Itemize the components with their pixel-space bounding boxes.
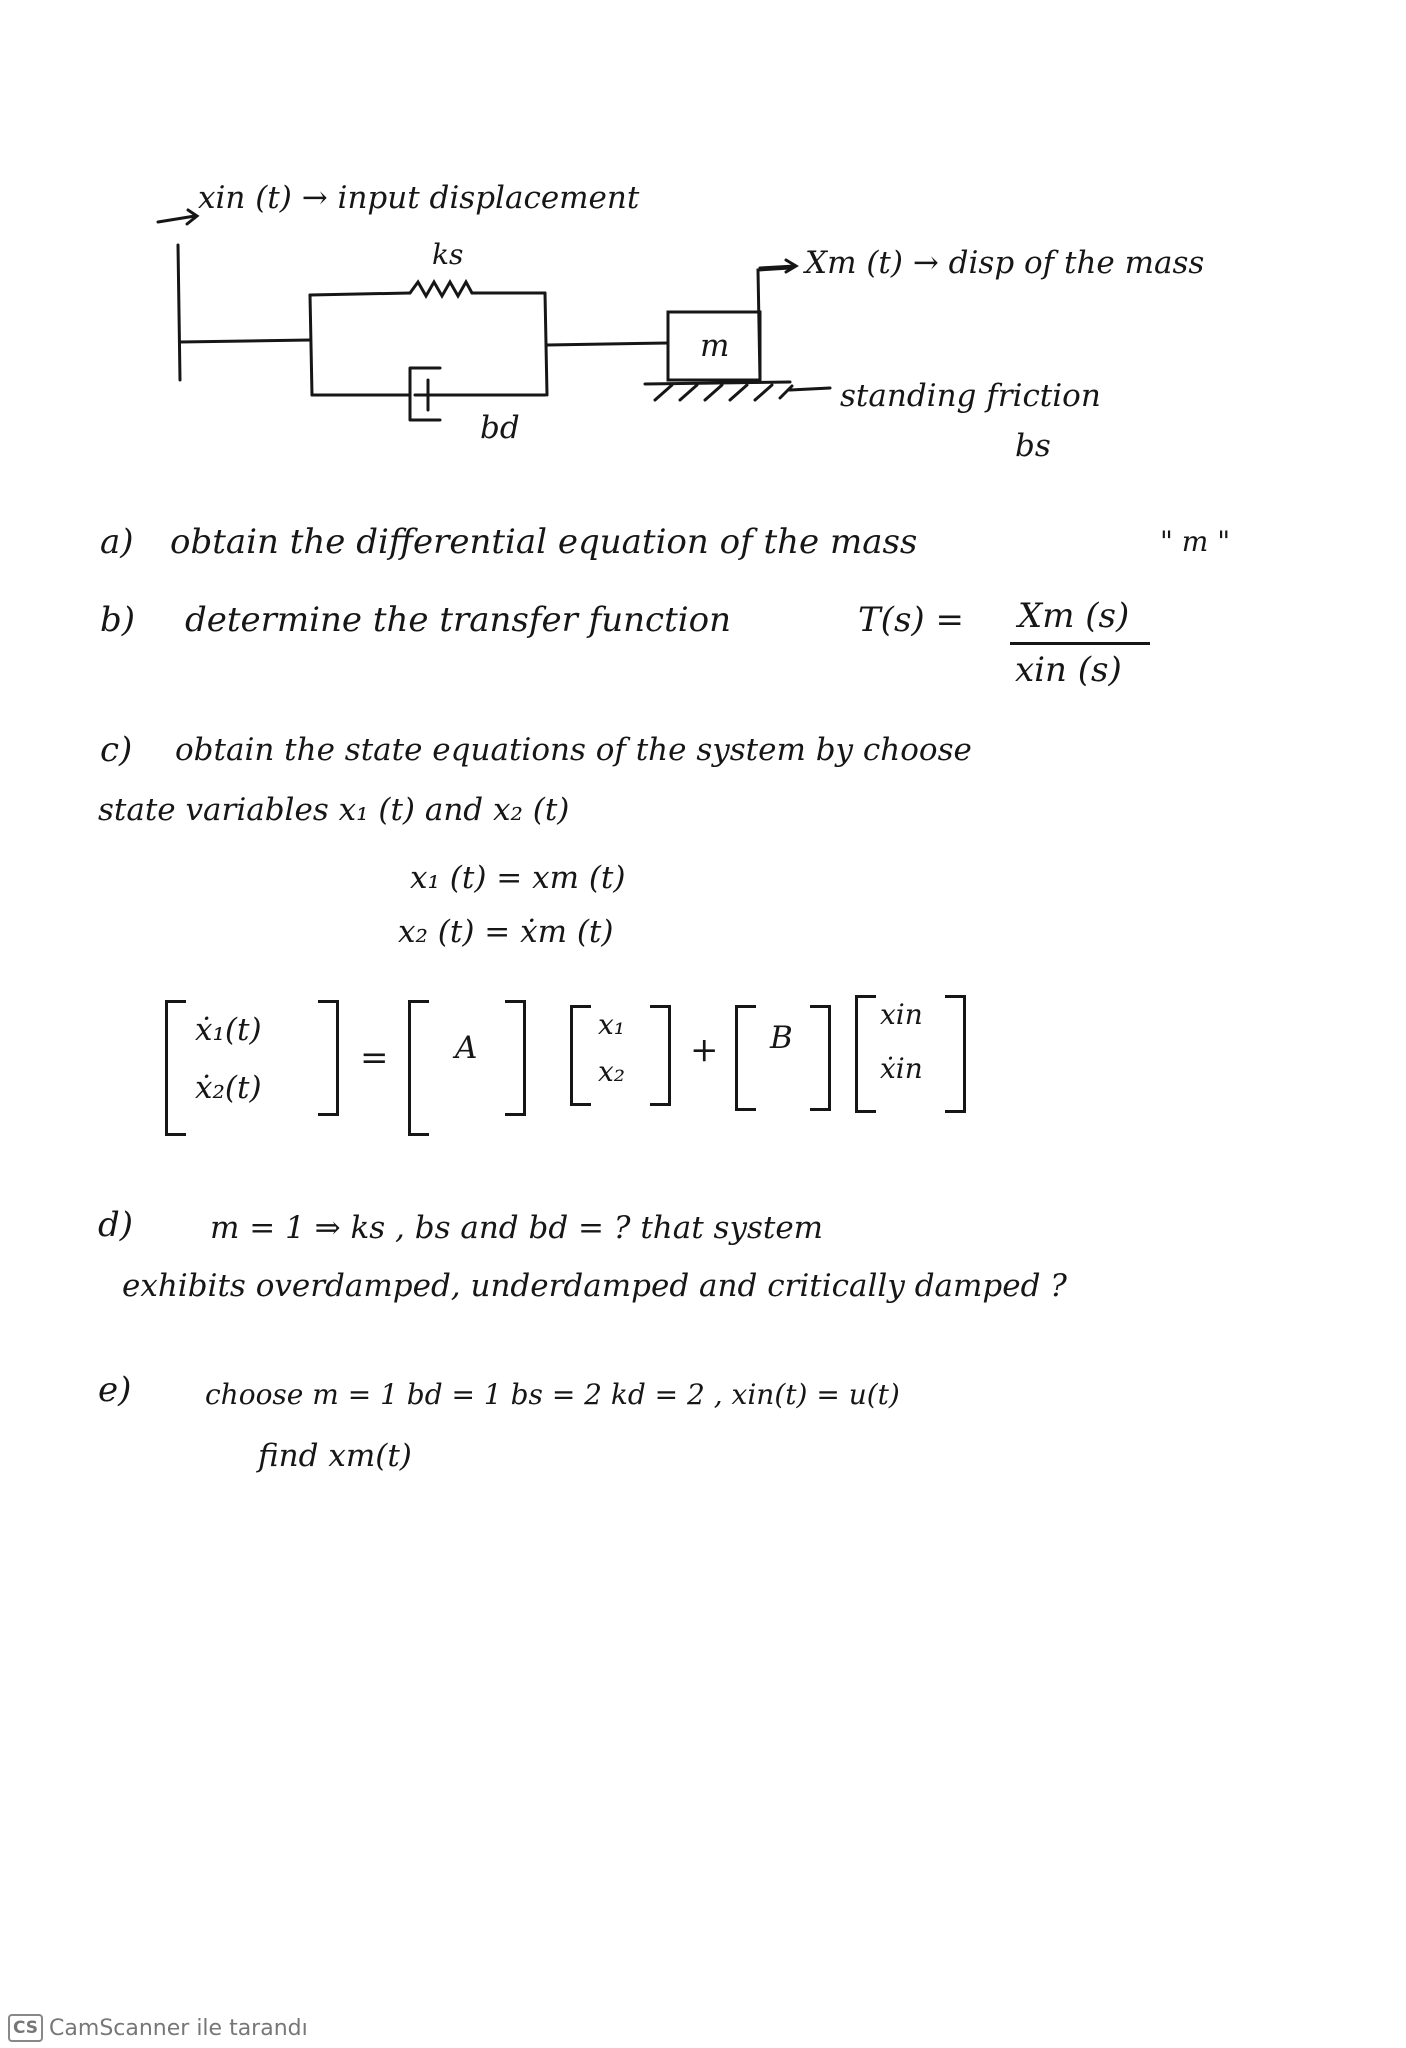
question-d-line2: exhibits overdamped, underdamped and critically damped ? [122, 1268, 1067, 1304]
matrix-plus: + [690, 1030, 719, 1070]
mass-label: m [700, 328, 730, 364]
question-c-line1: obtain the state equations of the system by choose [175, 732, 972, 768]
question-a-text: obtain the differential equation of the mass [170, 522, 918, 562]
lhs-bottom: ẋ₂(t) [195, 1070, 262, 1106]
friction-coeff-label: bs [1015, 428, 1051, 464]
parallel-frame-left [310, 295, 312, 395]
transfer-function-symbol: T(s) = [858, 600, 964, 640]
question-a-note: " m " [1160, 525, 1231, 558]
scanner-watermark [8, 2014, 308, 2042]
x-bracket-right [650, 1005, 671, 1106]
u-bracket-right [945, 995, 966, 1113]
input-displacement-label: xin (t) → input displacement [198, 180, 640, 216]
transfer-function-denominator: xin (s) [1015, 650, 1122, 690]
input-wall [178, 245, 180, 380]
b-bracket-right [810, 1005, 831, 1111]
input-xin: xin [880, 998, 923, 1031]
a-bracket-left [408, 1000, 429, 1136]
u-bracket-left [855, 995, 876, 1113]
x-bracket-left [570, 1005, 591, 1106]
friction-arrow [790, 388, 830, 390]
spring-label: ks [432, 238, 464, 271]
lhs-bracket-left [165, 1000, 186, 1136]
output-rod [758, 268, 790, 380]
mass-rod [547, 343, 668, 345]
state-x2: x₂ [598, 1055, 626, 1088]
friction-label: standing friction [840, 378, 1101, 414]
question-c-label: c) [100, 730, 133, 770]
matrix-equals: = [360, 1038, 389, 1078]
question-e-label: e) [98, 1370, 132, 1410]
question-d-line1: m = 1 ⇒ ks , bs and bd = ? that system [210, 1210, 824, 1246]
damper-icon [410, 368, 440, 420]
input-arrow [158, 210, 197, 224]
question-c-line2: state variables x₁ (t) and x₂ (t) [98, 792, 570, 828]
damper-label: bd [480, 410, 520, 446]
input-xin-dot: ẋin [880, 1052, 923, 1085]
question-e-line2: find xm(t) [258, 1438, 412, 1474]
spring-branch [310, 293, 410, 295]
state-equation-2: x₂ (t) = ẋm (t) [398, 914, 614, 950]
question-a-label: a) [100, 522, 134, 562]
state-x1: x₁ [598, 1008, 626, 1041]
ground-line [645, 382, 790, 384]
output-displacement-label: Xm (t) → disp of the mass [805, 245, 1205, 281]
matrix-a: A [455, 1030, 478, 1066]
b-bracket-left [735, 1005, 756, 1111]
ground-hatch [655, 385, 792, 400]
question-b-text: determine the transfer function [185, 600, 731, 640]
input-rod [180, 340, 310, 342]
camscanner-text: CamScanner ile tarandı [49, 2015, 308, 2041]
spring-icon [410, 282, 472, 296]
transfer-function-numerator: Xm (s) [1018, 596, 1130, 636]
state-equation-1: x₁ (t) = xm (t) [410, 860, 626, 896]
camscanner-logo: CS [8, 2014, 43, 2042]
lhs-bracket-right [318, 1000, 339, 1116]
question-b-label: b) [100, 600, 136, 640]
question-e-line1: choose m = 1 bd = 1 bs = 2 kd = 2 , xin(t) = u(t) [205, 1378, 900, 1411]
question-d-label: d) [98, 1205, 134, 1245]
lhs-top: ẋ₁(t) [195, 1012, 262, 1048]
fraction-bar [1010, 642, 1150, 645]
matrix-b: B [770, 1020, 793, 1056]
a-bracket-right [505, 1000, 526, 1116]
